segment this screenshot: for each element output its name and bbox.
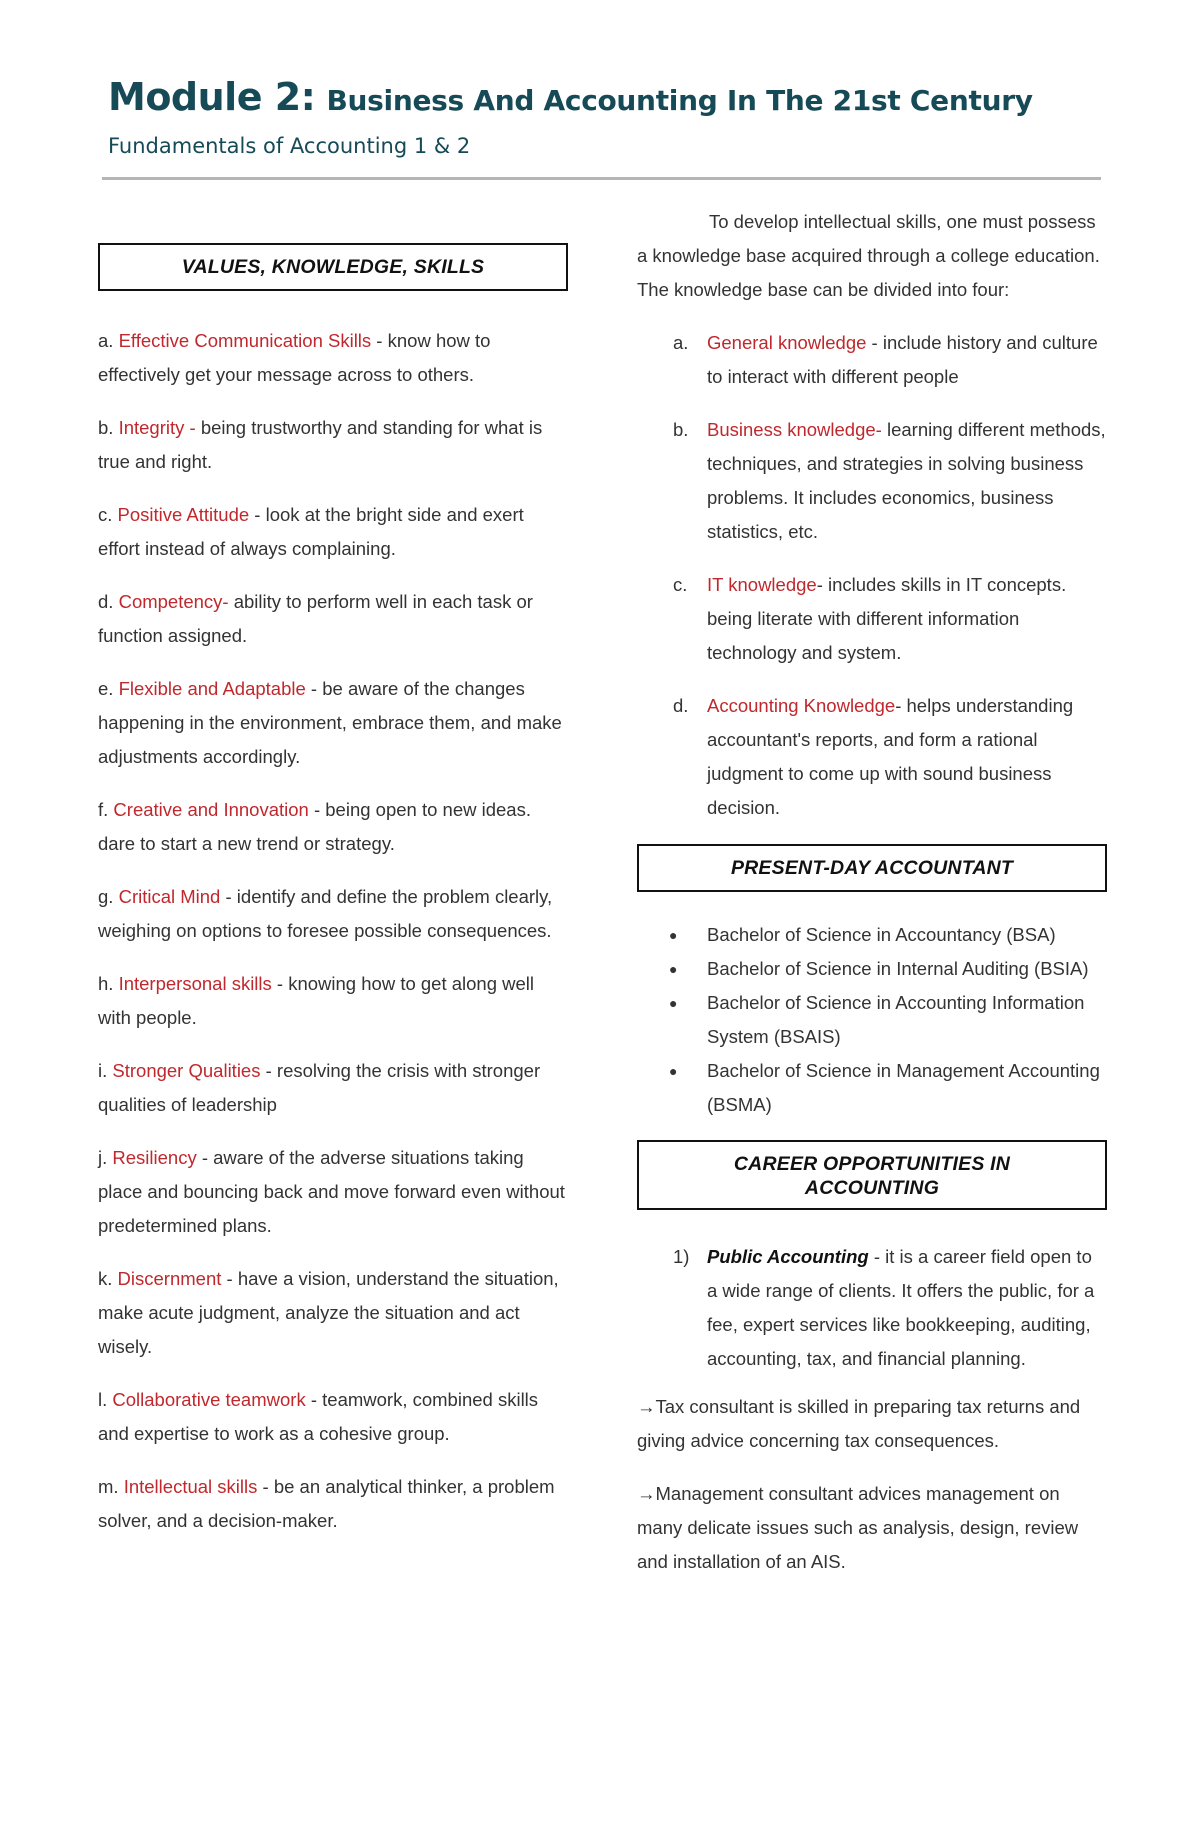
item-term: Integrity - [118,417,196,438]
item-term: Competency- [118,591,229,612]
item-description: - aware of the adverse situations taking place and bouncing back and move forward even without predetermined plans. [98,1147,565,1236]
item-letter: k. [98,1268,113,1289]
item-letter: i. [98,1060,108,1081]
degree-list [637,918,1107,1122]
bullet-icon: ● [669,961,678,977]
right-column [637,205,1107,1598]
career-heading-line2: ACCOUNTING [804,1177,940,1199]
item-description: - be an analytical thinker, a problem solver, and a decision-maker. [98,1476,555,1531]
item-letter: l. [98,1389,108,1410]
module-label: Module 2: [108,75,316,119]
degree-item [637,952,1107,986]
knowledge-list [637,326,1107,825]
value-item [98,411,568,479]
item-term: Collaborative teamwork [112,1389,306,1410]
value-item [98,1054,568,1122]
item-letter: c. [98,504,113,525]
values-list [98,324,568,1538]
knowledge-description: - include history and culture to interact with different people [707,332,1098,387]
item-letter: d. [98,591,114,612]
career-description: - it is a career field open to a wide range of clients. It offers the public, for a fee, expert services like bookkeeping, auditing, accounting, tax, and financial planning. [707,1246,1095,1369]
item-description: - being open to new ideas. dare to start a new trend or strategy. [98,799,531,854]
item-letter: f. [98,799,109,820]
item-letter: b. [98,417,114,438]
degree-name: Bachelor of Science in Internal Auditing (BSIA) [707,958,1089,979]
bullet-icon: ● [669,927,678,943]
knowledge-item [637,568,1107,670]
item-term: Critical Mind [118,886,221,907]
value-item [98,1470,568,1538]
knowledge-term: General knowledge [707,332,867,353]
item-description: - resolving the crisis with stronger qualities of leadership [98,1060,541,1115]
bullet-icon: ● [669,995,678,1011]
knowledge-item [637,413,1107,549]
knowledge-letter: b. [673,419,689,440]
knowledge-intro: To develop intellectual skills, one must possess a knowledge base acquired through a college education. The knowledge base can be divided into four: [637,211,1100,300]
knowledge-description: - helps understanding accountant's reports, and form a rational judgment to come up with sound business decision. [707,695,1074,818]
degree-name: Bachelor of Science in Accounting Information System (BSAIS) [707,992,1085,1047]
career-heading-line1: CAREER OPPORTUNITIES IN [733,1153,1011,1175]
career-list [637,1240,1107,1376]
item-term: Positive Attitude [117,504,250,525]
item-description: - teamwork, combined skills and expertise to work as a cohesive group. [98,1389,539,1444]
item-description: - know how to effectively get your message across to others. [98,330,491,385]
value-item [98,880,568,948]
knowledge-term: IT knowledge [707,574,817,595]
career-notes [637,1390,1107,1579]
item-term: Resiliency [112,1147,197,1168]
value-item [98,1262,568,1364]
item-description: being trustworthy and standing for what is true and right. [98,417,543,472]
value-item [98,324,568,392]
page-subtitle: Fundamentals of Accounting 1 & 2 [108,134,471,158]
item-term: Creative and Innovation [113,799,309,820]
item-letter: a. [98,330,114,351]
knowledge-term: Accounting Knowledge [707,695,896,716]
value-item [98,498,568,566]
value-item [98,1383,568,1451]
value-item [98,1141,568,1243]
present-day-accountant-heading: PRESENT-DAY ACCOUNTANT [637,844,1107,892]
header-divider [102,177,1101,180]
left-column [98,243,568,1557]
career-term: Public Accounting [707,1246,869,1267]
item-letter: e. [98,678,114,699]
value-item [98,672,568,774]
item-description: - look at the bright side and exert effort instead of always complaining. [98,504,524,559]
career-item [637,1240,1107,1376]
item-term: Stronger Qualities [112,1060,261,1081]
value-item [98,585,568,653]
degree-name: Bachelor of Science in Accountancy (BSA) [707,924,1056,945]
values-knowledge-skills-heading: VALUES, KNOWLEDGE, SKILLS [98,243,568,291]
item-description: - knowing how to get along well with people. [98,973,535,1028]
degree-name: Bachelor of Science in Management Accounting (BSMA) [707,1060,1100,1115]
item-letter: h. [98,973,114,994]
item-description: ability to perform well in each task or function assigned. [98,591,533,646]
knowledge-description: - includes skills in IT concepts. being literate with different information technology and system. [707,574,1067,663]
item-letter: m. [98,1476,119,1497]
item-letter: j. [98,1147,108,1168]
item-description: - be aware of the changes happening in the environment, embrace them, and make adjustments accordingly. [98,678,562,767]
degree-item [637,918,1107,952]
item-letter: g. [98,886,114,907]
bullet-icon: ● [669,1063,678,1079]
item-term: Discernment [117,1268,222,1289]
knowledge-letter: a. [673,332,689,353]
value-item [98,793,568,861]
knowledge-term: Business knowledge- [707,419,882,440]
career-note: →Tax consultant is skilled in preparing tax returns and giving advice concerning tax consequences. [637,1396,1081,1451]
item-term: Flexible and Adaptable [118,678,306,699]
career-opportunities-heading [637,1140,1107,1210]
value-item [98,967,568,1035]
career-note: →Management consultant advices management on many delicate issues such as analysis, design, review and installation of an AIS. [637,1483,1079,1572]
page-header [108,75,1108,158]
knowledge-letter: d. [673,695,689,716]
item-term: Effective Communication Skills [118,330,372,351]
page-title [108,75,1108,119]
degree-item [637,986,1107,1054]
module-title: Business And Accounting In The 21st Century [326,84,1033,117]
item-description: - have a vision, understand the situation, make acute judgment, analyze the situation and act wisely. [98,1268,559,1357]
degree-item [637,1054,1107,1122]
item-term: Intellectual skills [123,1476,258,1497]
knowledge-item [637,689,1107,825]
knowledge-letter: c. [673,574,688,595]
item-description: - identify and define the problem clearly, weighing on options to foresee possible consequences. [98,886,553,941]
item-term: Interpersonal skills [118,973,272,994]
career-number: 1) [673,1246,690,1267]
knowledge-item [637,326,1107,394]
knowledge-description: learning different methods, techniques, and strategies in solving business problems. It includes economics, business statistics, etc. [707,419,1106,542]
